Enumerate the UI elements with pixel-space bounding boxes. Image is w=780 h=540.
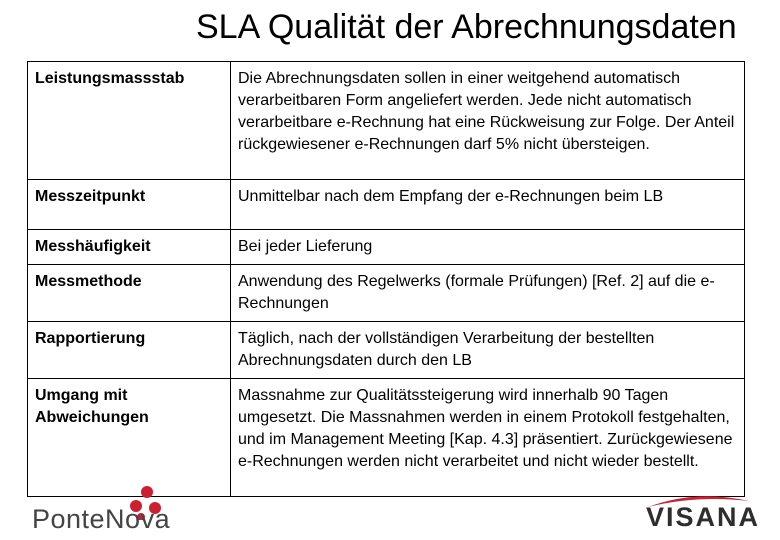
row-text: Anwendung des Regelwerks (formale Prüfungen) [Ref. 2] auf die e-Rechnungen bbox=[231, 265, 745, 322]
table-row bbox=[28, 62, 745, 180]
row-label: Messhäufigkeit bbox=[28, 230, 231, 265]
sla-table bbox=[27, 61, 745, 497]
row-label: Messzeitpunkt bbox=[28, 180, 231, 230]
row-text: Täglich, nach der vollständigen Verarbeitung der bestellten Abrechnungsdaten durch den LB bbox=[231, 322, 745, 379]
row-label: Messmethode bbox=[28, 265, 231, 322]
row-text: Massnahme zur Qualitätssteigerung wird innerhalb 90 Tagen umgesetzt. Die Massnahmen werden in einem Protokoll festgehalten, und im Management Meeting [Kap. 4.3] präsentiert. Zurückgewiesene e-Rechnungen werden nicht verarbeitet und nicht wieder bestellt. bbox=[231, 379, 745, 497]
row-label: Umgang mit Abweichungen bbox=[28, 379, 231, 497]
table-row bbox=[28, 379, 745, 497]
row-label: Rapportierung bbox=[28, 322, 231, 379]
pontenova-logo bbox=[32, 486, 182, 536]
visana-wordmark: VISANA bbox=[646, 502, 761, 532]
visana-logo bbox=[640, 493, 765, 533]
page-title: SLA Qualität der Abrechnungsdaten bbox=[196, 8, 737, 46]
table-row bbox=[28, 230, 745, 265]
table-row bbox=[28, 265, 745, 322]
row-label: Leistungsmassstab bbox=[28, 62, 231, 180]
row-text: Bei jeder Lieferung bbox=[231, 230, 745, 265]
table-row bbox=[28, 322, 745, 379]
row-text: Die Abrechnungsdaten sollen in einer weitgehend automatisch verarbeitbaren Form angeliefert werden. Jede nicht automatisch verarbeitbare e-Rechnung hat eine Rückweisung zur Folge. Der Anteil rückgewiesener e-Rechnungen darf 5% nicht übersteigen. bbox=[231, 62, 745, 180]
table-row bbox=[28, 180, 745, 230]
row-text: Unmittelbar nach dem Empfang der e-Rechnungen beim LB bbox=[231, 180, 745, 230]
pontenova-wordmark: PonteNova bbox=[32, 504, 171, 534]
